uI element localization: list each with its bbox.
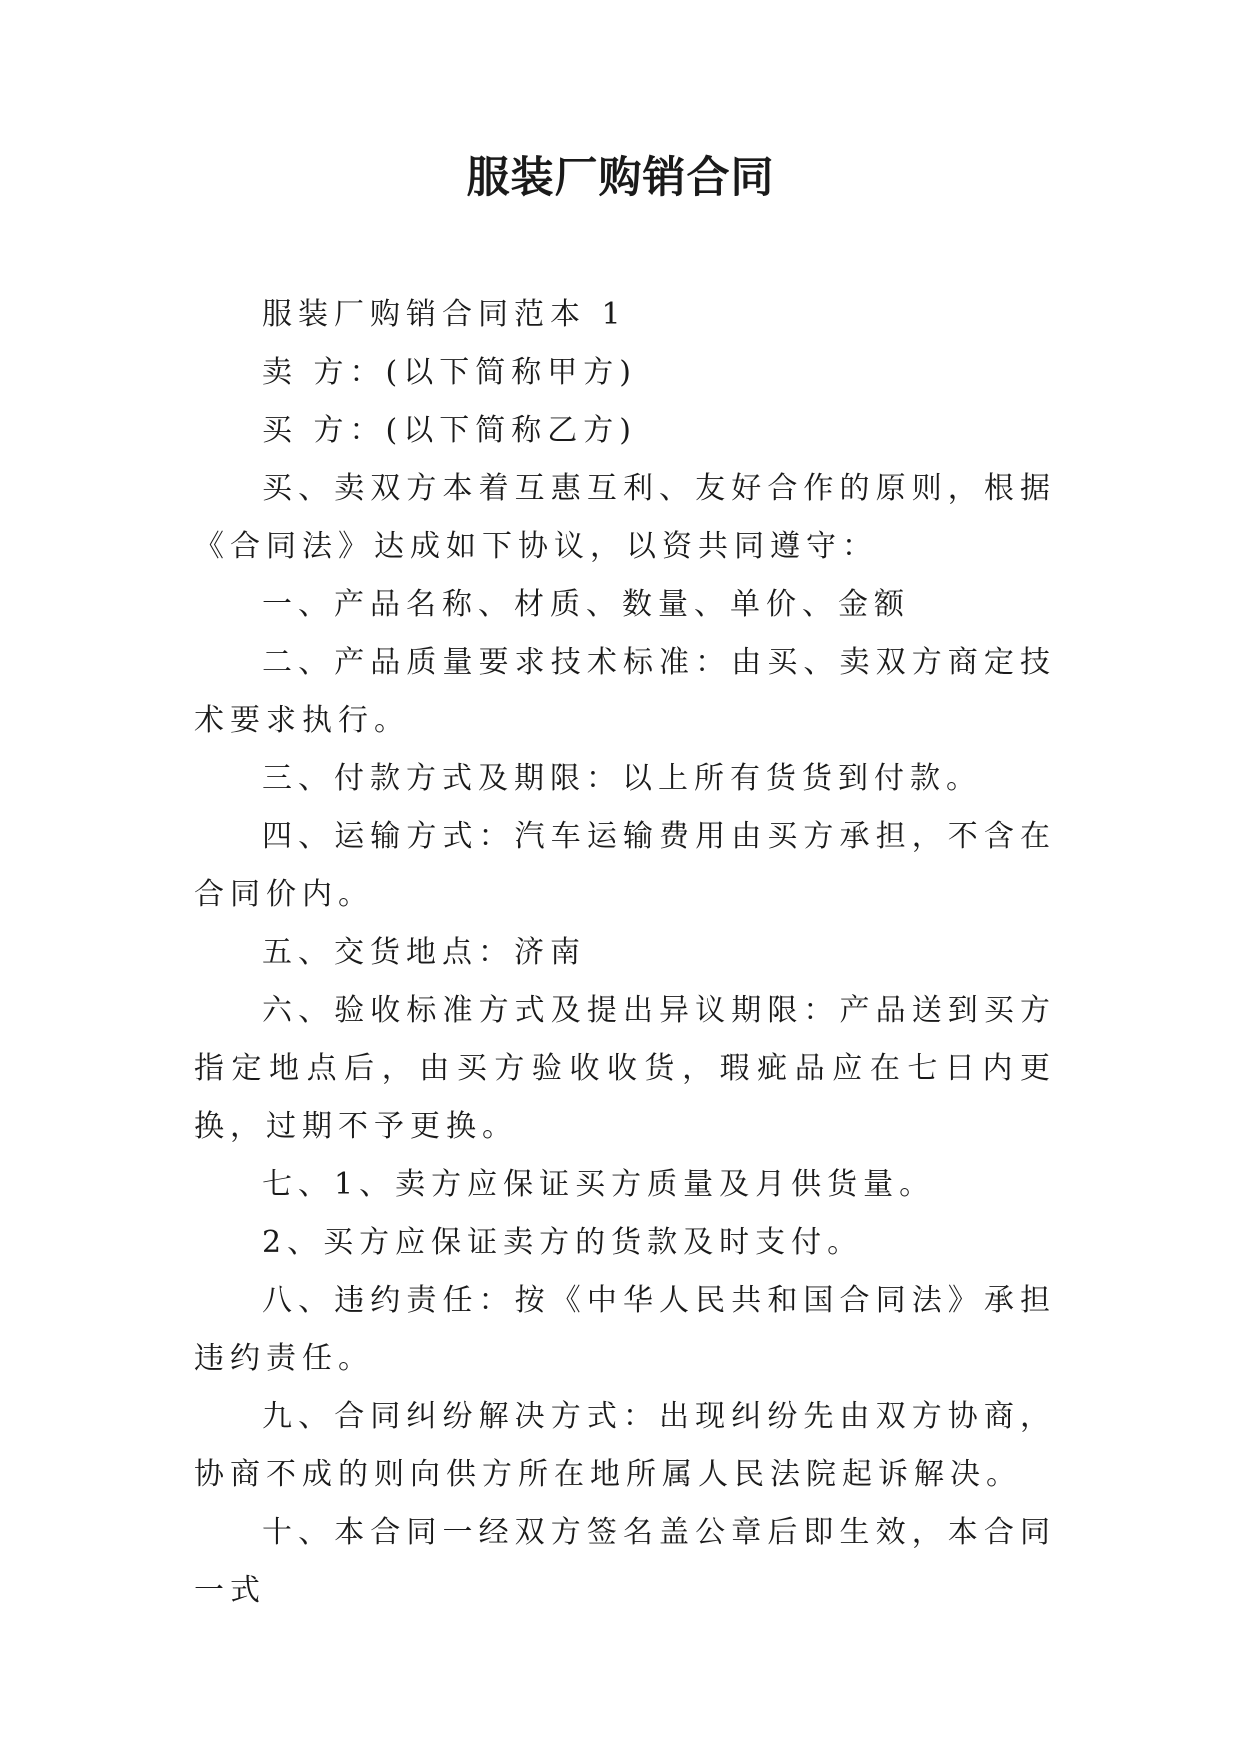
paragraph-template-heading: 服装厂购销合同范本 1 [262,297,627,332]
document-title: 服装厂购销合同 [466,153,775,203]
clause-4-transport: 四、运输方式：汽车运输费用由买方承担，不含在合同价内。 [194,819,1056,912]
clause-3-payment: 三、付款方式及期限：以上所有货货到付款。 [262,761,982,796]
clause-8-liability: 八、违约责任：按《中华人民共和国合同法》承担违约责任。 [194,1283,1056,1376]
clause-1-product: 一、产品名称、材质、数量、单价、金额 [262,587,910,622]
paragraph-preamble: 买、卖双方本着互惠互利、友好合作的原则，根据《合同法》达成如下协议，以资共同遵守： [194,471,1056,564]
clause-9-dispute: 九、合同纠纷解决方式：出现纠纷先由双方协商，协商不成的则向供方所在地所属人民法院起诉解决。 [194,1399,1056,1492]
clause-6-acceptance: 六、验收标准方式及提出异议期限：产品送到买方指定地点后，由买方验收收货，瑕疵品应在七日内更换，过期不予更换。 [194,993,1056,1144]
clause-5-delivery: 五、交货地点：济南 [262,935,586,970]
clause-10-effect: 十、本合同一经双方签名盖公章后即生效，本合同一式 [194,1515,1056,1608]
paragraph-seller: 卖 方：(以下简称甲方) [262,355,637,390]
paragraph-buyer: 买 方：(以下简称乙方) [262,413,637,448]
clause-2-quality: 二、产品质量要求技术标准：由买、卖双方商定技术要求执行。 [194,645,1056,738]
clause-7-item-2: 2、买方应保证卖方的货款及时支付。 [262,1225,864,1260]
clause-7-item-1: 七、1、卖方应保证买方质量及月供货量。 [262,1167,936,1202]
document-body [194,286,1056,1620]
